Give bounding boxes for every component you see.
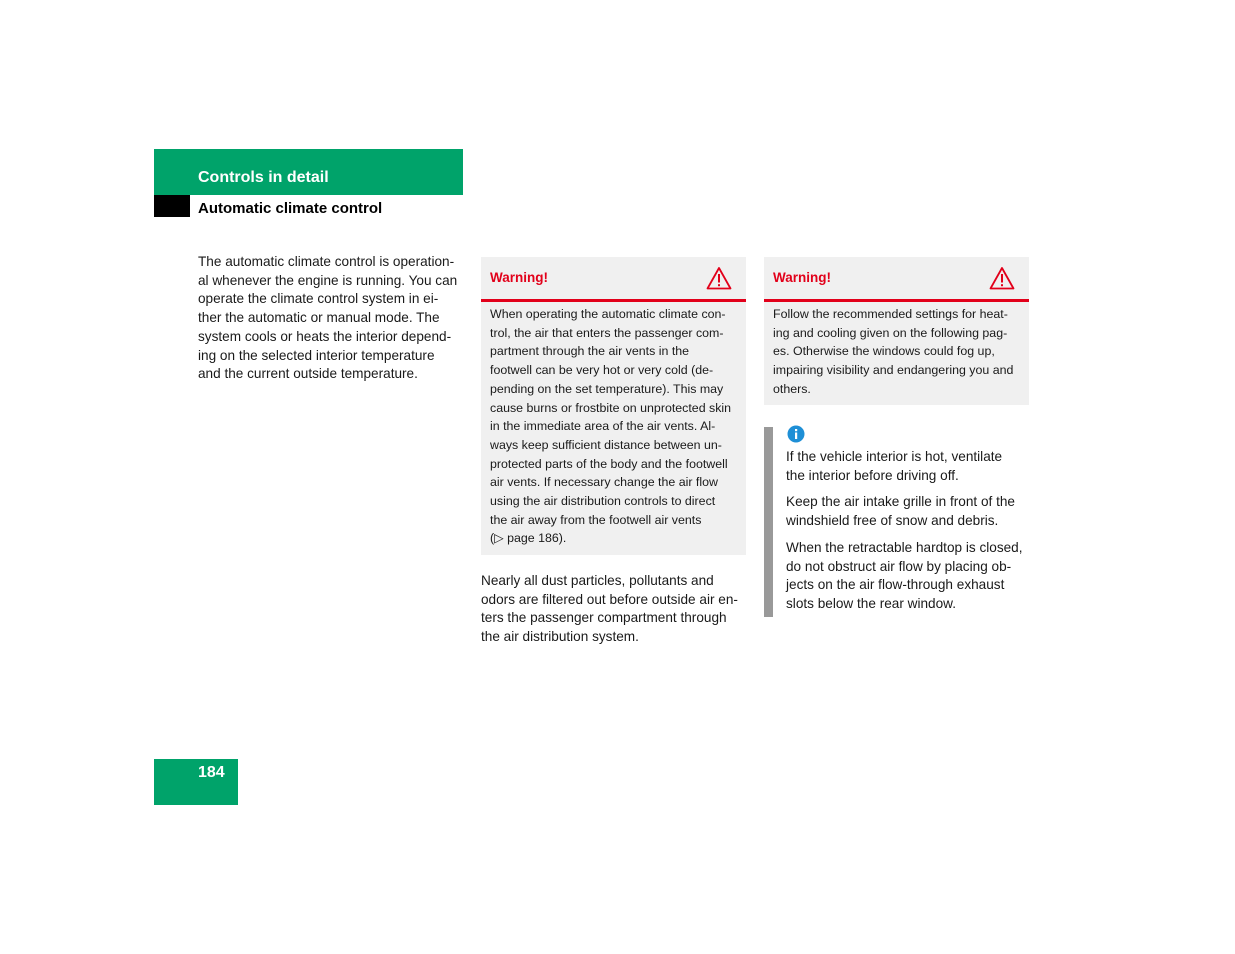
filter-line: Nearly all dust particles, pollutants and bbox=[481, 573, 714, 588]
intro-line: operate the climate control system in ei- bbox=[198, 291, 439, 307]
warning-line: cause burns or frostbite on unprotected skin bbox=[490, 400, 732, 415]
warning-line: When operating the automatic climate con- bbox=[490, 307, 726, 321]
warning-header bbox=[764, 257, 1029, 302]
warning-line: partment through the air vents in the bbox=[490, 344, 690, 359]
info-paragraph bbox=[786, 493, 1036, 530]
warning-box-footwell bbox=[481, 257, 746, 555]
page-reference-link[interactable]: (▷ page 186). bbox=[490, 531, 567, 546]
info-text bbox=[786, 448, 1036, 622]
intro-line: system cools or heats the interior depend- bbox=[198, 328, 452, 344]
warning-line: ing and cooling given on the following pag- bbox=[773, 325, 1008, 340]
intro-line: ing on the selected interior temperature bbox=[198, 347, 435, 363]
warning-line: others. bbox=[773, 381, 811, 396]
warning-line: using the air distribution controls to direct bbox=[490, 494, 716, 509]
warning-line: protected parts of the body and the footwell bbox=[490, 456, 728, 471]
intro-line: The automatic climate control is operation- bbox=[198, 254, 455, 269]
subsection-marker bbox=[154, 195, 190, 217]
info-line: Keep the air intake grille in front of the bbox=[786, 494, 1015, 510]
info-line: windshield free of snow and debris. bbox=[786, 513, 999, 529]
warning-line: pending on the set temperature). This may bbox=[490, 381, 724, 396]
warning-label: Warning! bbox=[773, 270, 831, 285]
warning-triangle-icon bbox=[706, 266, 732, 290]
warning-line: es. Otherwise the windows could fog up, bbox=[773, 344, 995, 359]
info-line: When the retractable hardtop is closed, bbox=[786, 539, 1023, 555]
info-side-bar bbox=[764, 427, 773, 617]
filter-line: the air distribution system. bbox=[481, 629, 639, 645]
warning-line: the air away from the footwell air vents bbox=[490, 512, 702, 527]
warning-line: Follow the recommended settings for heat- bbox=[773, 307, 1008, 321]
info-line: do not obstruct air flow by placing ob- bbox=[786, 558, 1012, 574]
intro-line: ther the automatic or manual mode. The bbox=[198, 310, 440, 326]
warning-line: trol, the air that enters the passenger com- bbox=[490, 325, 724, 340]
info-line: the interior before driving off. bbox=[786, 467, 959, 483]
info-paragraph bbox=[786, 448, 1036, 485]
warning-text bbox=[773, 305, 1023, 399]
page-number: 184 bbox=[198, 764, 225, 781]
warning-text bbox=[490, 305, 740, 548]
warning-line: in the immediate area of the air vents. Al- bbox=[490, 419, 716, 434]
warning-line: footwell can be very hot or very cold (de- bbox=[490, 363, 714, 378]
info-line: slots below the rear window. bbox=[786, 595, 957, 611]
page-number-box bbox=[154, 759, 238, 805]
warning-line: ways keep sufficient distance between un- bbox=[490, 437, 722, 452]
subsection-title: Automatic climate control bbox=[198, 200, 383, 217]
warning-label: Warning! bbox=[490, 270, 548, 285]
info-line: If the vehicle interior is hot, ventilate bbox=[786, 449, 1003, 464]
warning-box-settings bbox=[764, 257, 1029, 405]
info-line: jects on the air flow-through exhaust bbox=[786, 577, 1005, 593]
warning-line: impairing visibility and endangering you and bbox=[773, 363, 1014, 378]
filter-paragraph bbox=[481, 572, 751, 647]
info-paragraph bbox=[786, 539, 1036, 614]
intro-paragraph bbox=[198, 253, 466, 384]
intro-line: al whenever the engine is running. You can bbox=[198, 272, 458, 288]
info-icon bbox=[787, 425, 805, 443]
warning-triangle-icon bbox=[989, 266, 1015, 290]
filter-line: ters the passenger compartment through bbox=[481, 610, 727, 626]
section-title: Controls in detail bbox=[198, 169, 329, 186]
intro-line: and the current outside temperature. bbox=[198, 366, 418, 382]
warning-header bbox=[481, 257, 746, 302]
warning-line: air vents. If necessary change the air flow bbox=[490, 475, 718, 490]
filter-line: odors are filtered out before outside air en- bbox=[481, 591, 738, 607]
